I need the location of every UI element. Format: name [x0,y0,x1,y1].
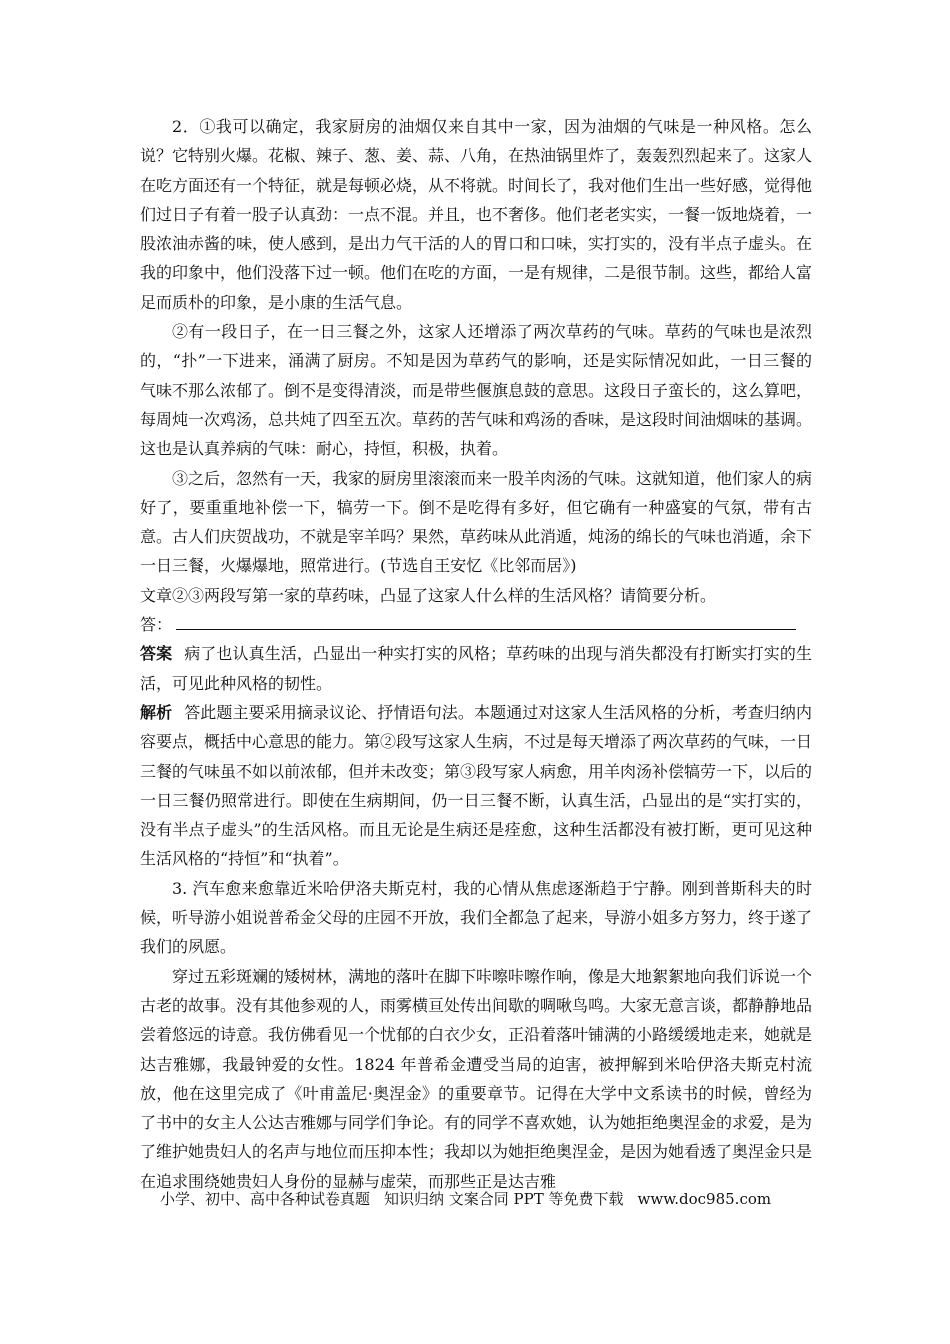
footer-levels: 小学、初中、高中各种试卷真题 [160,1190,371,1208]
page-content [140,112,812,1196]
answer-block [140,639,812,698]
answer-label: 答案 [140,644,173,664]
q3-passage-paragraph-1: 3. 汽车愈来愈靠近米哈伊洛夫斯克村，我的心情从焦虑逐渐趋于宁静。刚到普斯科夫的时候，听导游小姐说普希金父母的庄园不开放，我们全都急了起来，导游小姐多方努力，终于遂了我们的夙愿。 [140,878,813,957]
analysis-label: 解析 [140,702,173,722]
answer-prompt: 答： [140,615,173,635]
q2-passage-paragraph-1: 2．①我可以确定，我家厨房的油烟仅来自其中一家，因为油烟的气味是一种风格。怎么说？它特别火爆。花椒、辣子、葱、姜、蒜、八角，在热油锅里炸了，轰轰烈烈起来了。这家人在吃方面还有一个特征，就是每顿必烧，从不将就。时间长了，我对他们生出一些好感，觉得他们过日子有着一股子认真劲：一点不混。并且，也不奢侈。他们老老实实，一餐一饭地烧着，一股浓油赤酱的味，使人感到，是出力气干活的人的胃口和口味，实打实的，没有半点子虚头。在我的印象中，他们没落下过一顿。他们在吃的方面，一是有规律，二是很节制。这些，都给人富足而质朴的印象，是小康的生活气息。 [140,117,813,312]
analysis-block [140,698,812,874]
q2-passage-paragraph-2: ②有一段日子，在一日三餐之外，这家人还增添了两次草药的气味。草药的气味也是浓烈的，“扑”一下进来，涌满了厨房。不知是因为草药气的影响，还是实际情况如此，一日三餐的气味不那么浓郁了。倒不是变得清淡，而是带些偃旗息鼓的意思。这段日子蛮长的，这么算吧，每周炖一次鸡汤，总共炖了四至五次。草药的苦气味和鸡汤的香味，是这段时间油烟味的基调。这也是认真养病的气味：耐心，持恒，积极，执着。 [140,322,813,459]
footer-items: 知识归纳 文案合同 PPT 等免费下载 [384,1190,624,1208]
answer-line-row [140,610,812,639]
q2-passage-paragraph-3: ③之后，忽然有一天，我家的厨房里滚滚而来一股羊肉汤的气味。这就知道，他们家人的病好了，要重重地补偿一下，犒劳一下。倒不是吃得有多好，但它确有一种盛宴的气氛，带有古意。古人们庆贺战功，不就是宰羊吗？果然，草药味从此消遁，炖汤的绵长的气味也消遁，余下一日三餐，火爆爆地，照常进行。(节选自王安忆《比邻而居》) [140,468,813,576]
q3-passage-paragraph-2: 穿过五彩斑斓的矮树林，满地的落叶在脚下咔嚓咔嚓作响，像是大地絮絮地向我们诉说一个古老的故事。没有其他参观的人，雨雾横亘处传出间歇的啁啾鸟鸣。大家无意言谈，都静静地品尝着悠远的诗意。我仿佛看见一个忧郁的白衣少女，正沿着落叶铺满的小路缓缓地走来，她就是达吉雅娜，我最钟爱的女性。1824 年普希金遭受当局的迫害，被押解到米哈伊洛夫斯克村流放，他在这里完成了《叶甫盖尼·奥涅金》的重要章节。记得在大学中文系读书的时候，曾经为了书中的女主人公达吉雅娜与同学们争论。有的同学不喜欢她，认为她拒绝奥涅金的求爱，是为了维护她贵妇人的名声与地位而压抑本性；我却以为她拒绝奥涅金，是因为她看透了奥涅金只是在追求围绕她贵妇人身份的显赫与虚荣，而那些正是达吉雅 [140,966,813,1191]
footer-site-link[interactable]: www.doc985.com [637,1190,772,1208]
analysis-text: 答此题主要采用摘录议论、抒情语句法。本题通过对这家人生活风格的分析，考查归纳内容要点，概括中心意思的能力。第②段写这家人生病，不过是每天增添了两次草药的气味，一日三餐的气味虽不如以前浓郁，但并未改变；第③段写家人病愈，用羊肉汤补偿犒劳一下，以后的一日三餐仍照常进行。即使在生病期间，仍一日三餐不断，认真生活，凸显出的是“实打实的，没有半点子虚头”的生活风格。而且无论是生病还是痊愈，这种生活都没有被打断，更可见这种生活风格的“持恒”和“执着”。 [140,702,813,869]
q2-question: 文章②③两段写第一家的草药味，凸显了这家人什么样的生活风格？请简要分析。 [140,585,717,605]
page-footer [160,1188,820,1210]
answer-text: 病了也认真生活，凸显出一种实打实的风格；草药味的出现与消失都没有打断实打实的生活，可见此种风格的韧性。 [140,644,812,693]
answer-blank-line [176,613,796,630]
